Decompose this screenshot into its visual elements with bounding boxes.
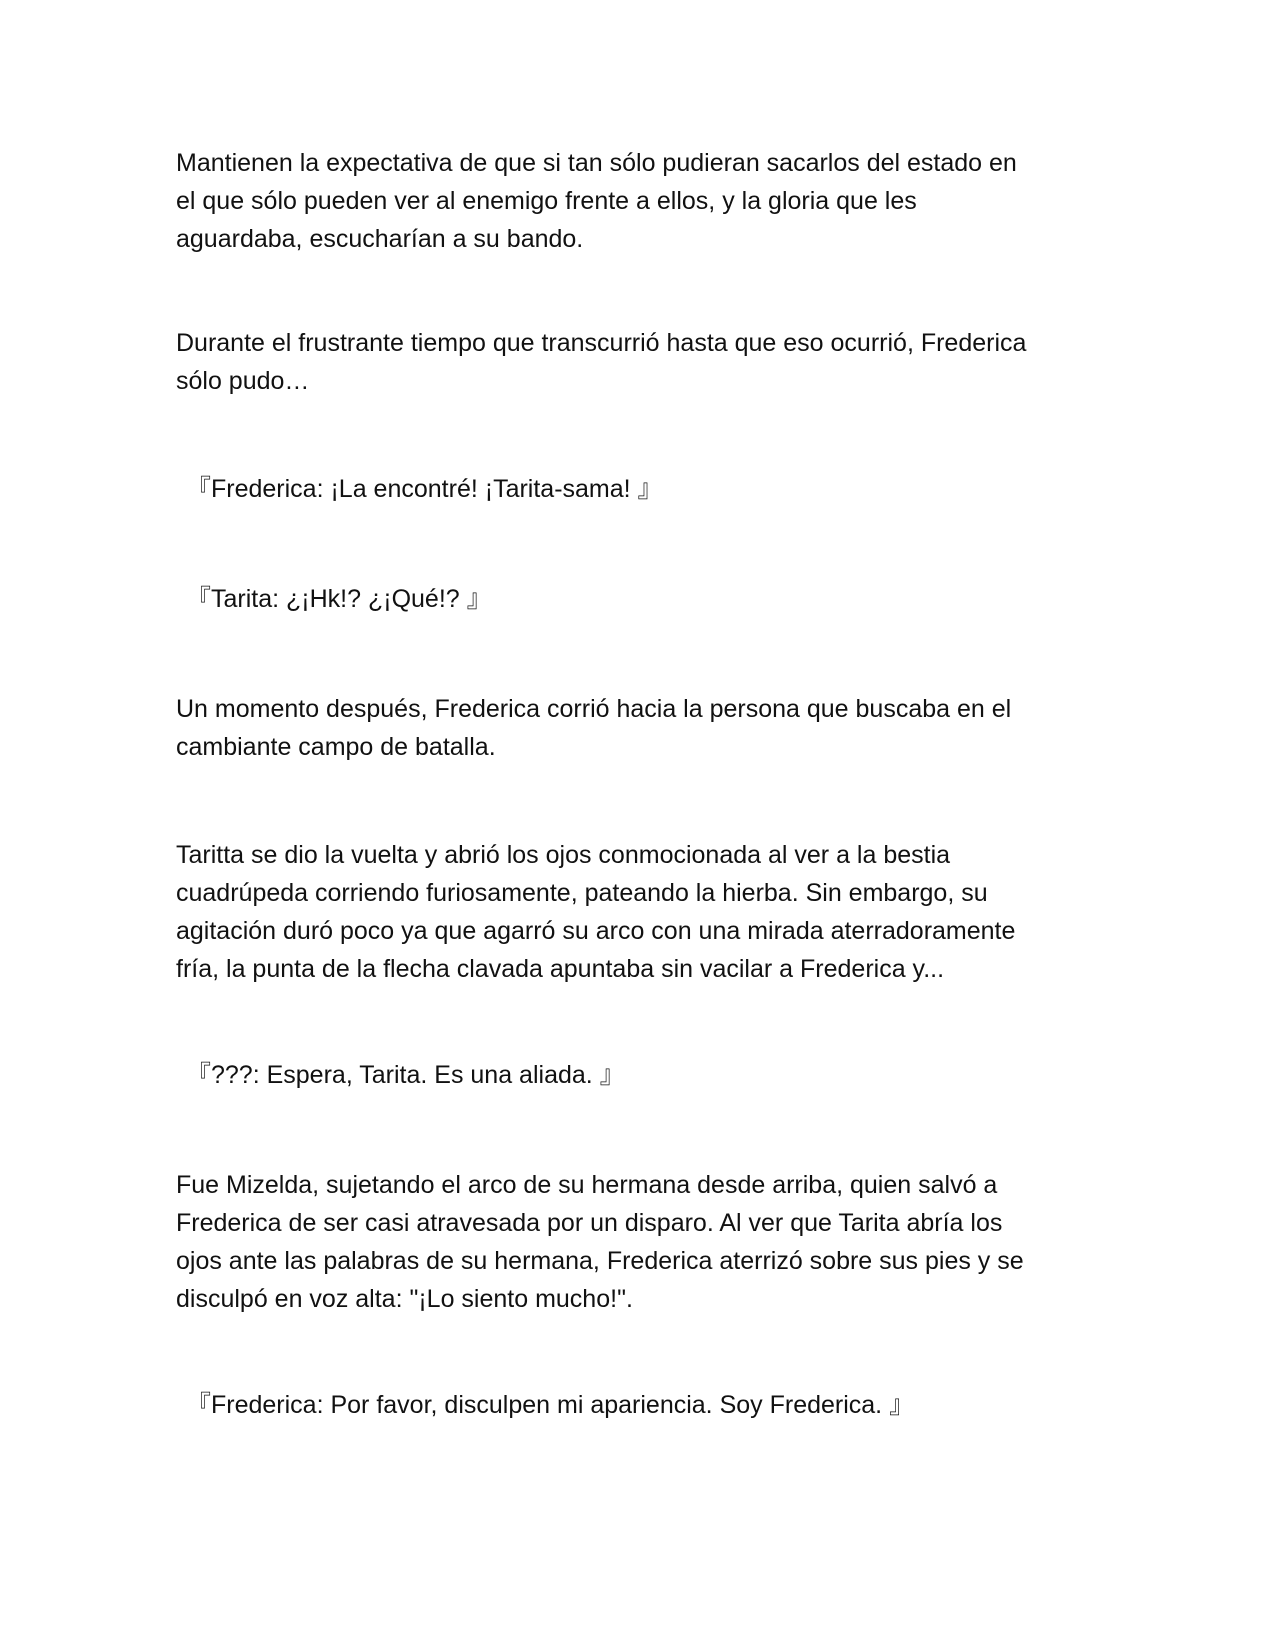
text-line: 『???: Espera, Tarita. Es una aliada. 』 xyxy=(186,1061,625,1089)
text-line: 『Tarita: ¿¡Hk!? ¿¡Qué!? 』 xyxy=(186,585,492,613)
text-line: disculpó en voz alta: "¡Lo siento mucho!". xyxy=(176,1285,633,1313)
text-line: aguardaba, escucharían a su bando. xyxy=(176,225,584,253)
text-line: Taritta se dio la vuelta y abrió los ojos conmocionada al ver a la bestia xyxy=(176,841,951,869)
dialogue-2 xyxy=(186,580,1126,618)
text-line: el que sólo pueden ver al enemigo frente a ellos, y la gloria que les xyxy=(176,187,917,215)
text-line: Fue Mizelda, sujetando el arco de su hermana desde arriba, quien salvó a xyxy=(176,1171,998,1199)
paragraph-2 xyxy=(176,324,1116,400)
paragraph-4 xyxy=(176,836,1116,988)
text-line: cambiante campo de batalla. xyxy=(176,733,496,761)
text-line: ojos ante las palabras de su hermana, Frederica aterrizó sobre sus pies y se xyxy=(176,1247,1024,1275)
text-line: 『Frederica: Por favor, disculpen mi apariencia. Soy Frederica. 』 xyxy=(186,1391,915,1419)
text-line: Mantienen la expectativa de que si tan sólo pudieran sacarlos del estado en xyxy=(176,149,1017,177)
dialogue-1 xyxy=(186,470,1126,508)
text-line: cuadrúpeda corriendo furiosamente, pateando la hierba. Sin embargo, su xyxy=(176,879,988,907)
text-line: Durante el frustrante tiempo que transcurrió hasta que eso ocurrió, Frederica xyxy=(176,329,1027,357)
text-line: Un momento después, Frederica corrió hacia la persona que buscaba en el xyxy=(176,695,1012,723)
text-line: agitación duró poco ya que agarró su arco con una mirada aterradoramente xyxy=(176,917,1016,945)
text-line: sólo pudo… xyxy=(176,367,310,395)
paragraph-5 xyxy=(176,1166,1116,1318)
dialogue-4 xyxy=(186,1386,1126,1424)
dialogue-3 xyxy=(186,1056,1126,1094)
paragraph-1 xyxy=(176,144,1116,258)
paragraph-3 xyxy=(176,690,1116,766)
text-line: fría, la punta de la flecha clavada apuntaba sin vacilar a Frederica y... xyxy=(176,955,945,983)
text-line: 『Frederica: ¡La encontré! ¡Tarita-sama! 』 xyxy=(186,475,663,503)
text-line: Frederica de ser casi atravesada por un disparo. Al ver que Tarita abría los xyxy=(176,1209,1003,1237)
